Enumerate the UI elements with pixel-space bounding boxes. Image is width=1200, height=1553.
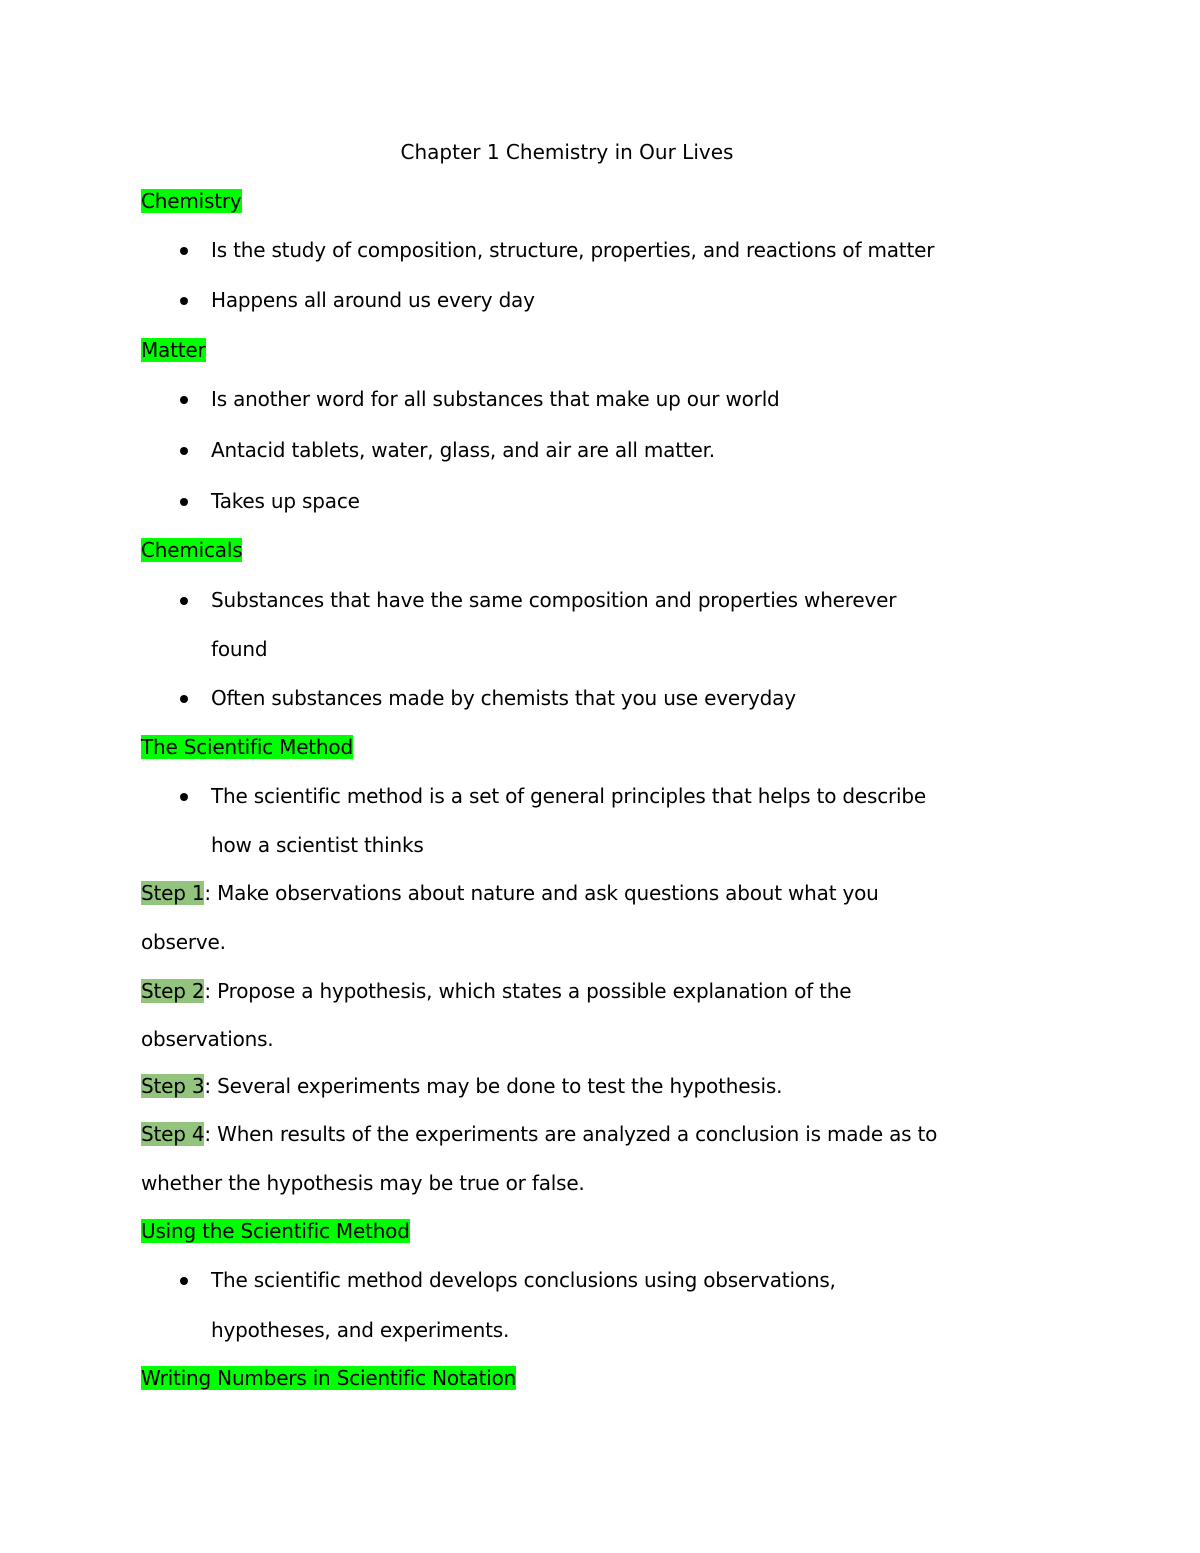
list-item-continuation: found bbox=[211, 637, 268, 661]
step-label: Step 3 bbox=[141, 1074, 205, 1098]
list-item: Happens all around us every day bbox=[211, 286, 535, 314]
document-title: Chapter 1 Chemistry in Our Lives bbox=[400, 140, 734, 164]
bullet-icon bbox=[180, 247, 188, 255]
step-label: Step 2 bbox=[141, 979, 205, 1003]
heading-using-scientific-method bbox=[141, 1217, 410, 1245]
step-label: Step 1 bbox=[141, 881, 205, 905]
step-4-continuation: whether the hypothesis may be true or false. bbox=[141, 1171, 585, 1195]
list-item: Antacid tablets, water, glass, and air are all matter. bbox=[211, 436, 715, 464]
list-item: Is another word for all substances that make up our world bbox=[211, 385, 780, 413]
highlighted-heading-text: Chemicals bbox=[141, 538, 243, 562]
document-page bbox=[141, 0, 1061, 1553]
bullet-icon bbox=[180, 297, 188, 305]
step-2-continuation: observations. bbox=[141, 1027, 274, 1051]
highlighted-heading-text: Chemistry bbox=[141, 189, 242, 213]
list-item: Takes up space bbox=[211, 487, 360, 515]
heading-scientific-method bbox=[141, 733, 353, 761]
heading-scientific-notation bbox=[141, 1364, 516, 1392]
bullet-icon bbox=[180, 396, 188, 404]
list-item: Is the study of composition, structure, properties, and reactions of matter bbox=[211, 236, 934, 264]
highlighted-heading-text: Matter bbox=[141, 338, 206, 362]
bullet-icon bbox=[180, 1277, 188, 1285]
list-item: Often substances made by chemists that you use everyday bbox=[211, 684, 796, 712]
list-item: The scientific method is a set of general principles that helps to describe bbox=[211, 782, 926, 810]
step-4: Step 4: When results of the experiments are analyzed a conclusion is made as to bbox=[141, 1122, 938, 1146]
highlighted-heading-text: Writing Numbers in Scientific Notation bbox=[141, 1366, 517, 1390]
list-item: The scientific method develops conclusions using observations, bbox=[211, 1266, 836, 1294]
bullet-icon bbox=[180, 498, 188, 506]
bullet-icon bbox=[180, 597, 188, 605]
bullet-icon bbox=[180, 447, 188, 455]
step-1-continuation: observe. bbox=[141, 930, 226, 954]
list-item-continuation: hypotheses, and experiments. bbox=[211, 1318, 510, 1342]
heading-chemistry bbox=[141, 187, 242, 215]
highlighted-heading-text: The Scientific Method bbox=[141, 735, 353, 759]
highlighted-heading-text: Using the Scientific Method bbox=[141, 1219, 410, 1243]
step-label: Step 4 bbox=[141, 1122, 205, 1146]
step-1: Step 1: Make observations about nature and ask questions about what you bbox=[141, 881, 879, 905]
list-item-continuation: how a scientist thinks bbox=[211, 833, 424, 857]
step-2: Step 2: Propose a hypothesis, which states a possible explanation of the bbox=[141, 979, 852, 1003]
step-3: Step 3: Several experiments may be done to test the hypothesis. bbox=[141, 1074, 783, 1098]
heading-matter bbox=[141, 336, 206, 364]
heading-chemicals bbox=[141, 536, 242, 564]
list-item: Substances that have the same composition and properties wherever bbox=[211, 586, 896, 614]
bullet-icon bbox=[180, 793, 188, 801]
bullet-icon bbox=[180, 695, 188, 703]
